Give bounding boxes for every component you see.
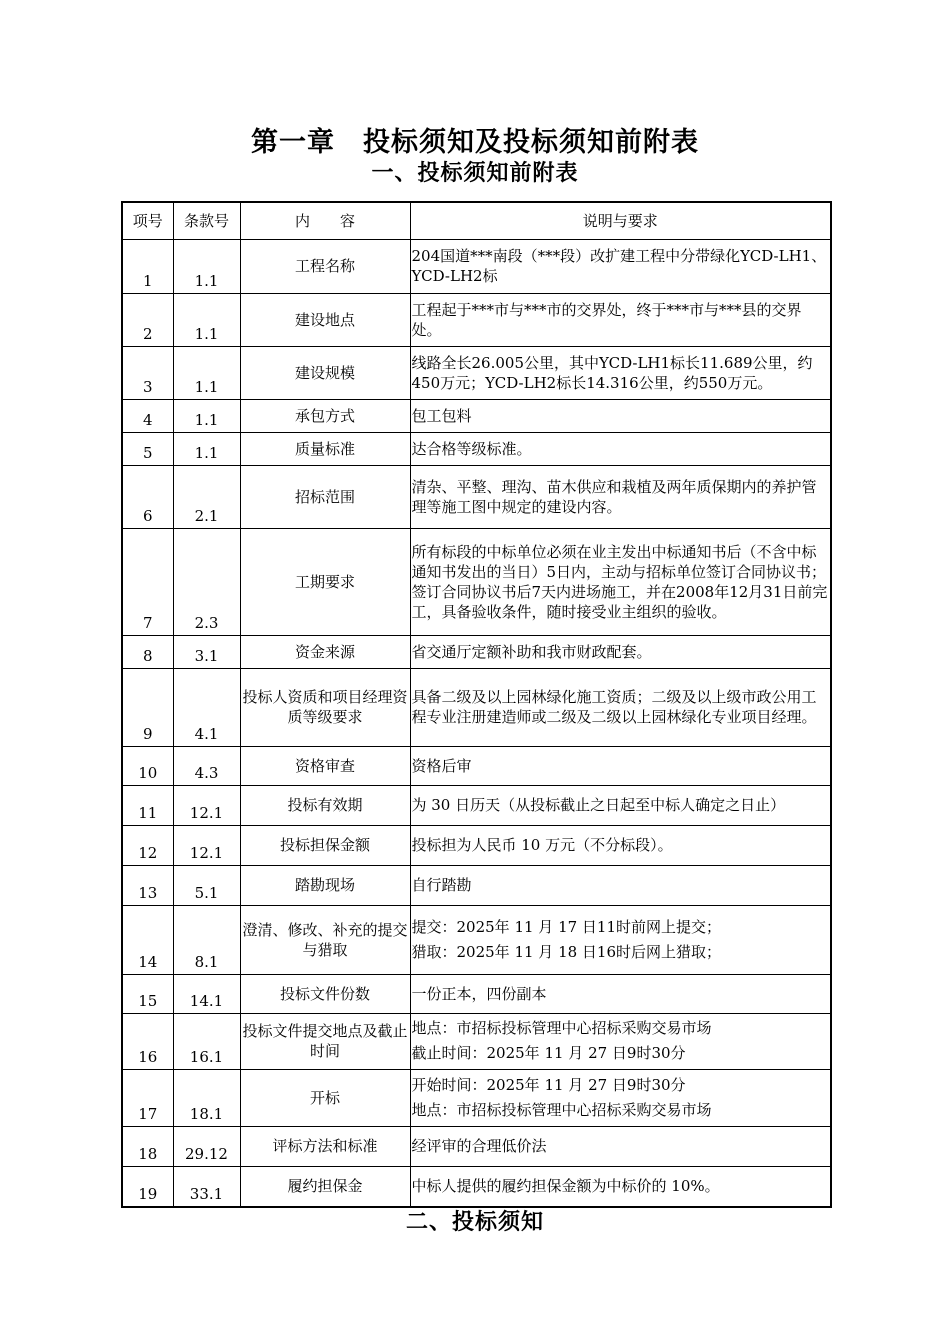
description-line: 一份正本，四份副本 bbox=[411, 984, 547, 1003]
row-description bbox=[410, 346, 831, 399]
table-row bbox=[122, 1166, 831, 1207]
row-item-no: 1 bbox=[122, 239, 173, 293]
row-item-no: 19 bbox=[122, 1166, 173, 1207]
description-line: 提交：2025年 11 月 17 日11时前网上提交； bbox=[411, 917, 722, 936]
row-item-no: 10 bbox=[122, 746, 173, 785]
chapter-title: 第一章 投标须知及投标须知前附表 bbox=[251, 127, 699, 158]
row-content: 踏勘现场 bbox=[240, 865, 410, 905]
row-description bbox=[410, 432, 831, 465]
description-line: 中标人提供的履约担保金额为中标价的 10%。 bbox=[411, 1177, 720, 1196]
table-row bbox=[122, 785, 831, 825]
description-line: 猎取：2025年 11 月 18 日16时后网上猎取； bbox=[411, 942, 722, 961]
row-clause-no: 4.1 bbox=[173, 668, 240, 746]
row-description bbox=[410, 1166, 831, 1207]
description-line: 所有标段的中标单位必须在业主发出中标通知书后（不含中标通知书发出的当日）5日内，主动与招标单位签订合同协议书；签订合同协议书后7天内进场施工，并在2008年12月31日前完工，具备验收条件，随时接受业主组织的验收。 bbox=[411, 542, 828, 621]
table-row bbox=[122, 239, 831, 293]
bid-preface-table bbox=[121, 201, 832, 1208]
table-row bbox=[122, 528, 831, 635]
row-item-no: 9 bbox=[122, 668, 173, 746]
row-clause-no: 2.1 bbox=[173, 465, 240, 528]
table-row bbox=[122, 825, 831, 865]
row-item-no: 17 bbox=[122, 1069, 173, 1126]
description-line: 地点：市招标投标管理中心招标采购交易市场 bbox=[411, 1100, 712, 1119]
row-description bbox=[410, 399, 831, 432]
table-row bbox=[122, 668, 831, 746]
row-item-no: 8 bbox=[122, 635, 173, 668]
header-clause-no: 条款号 bbox=[173, 202, 240, 239]
row-clause-no: 33.1 bbox=[173, 1166, 240, 1207]
description-line: 具备二级及以上园林绿化施工资质；二级及以上级市政公用工程专业注册建造师或二级及二级以上园林绿化专业项目经理。 bbox=[411, 688, 817, 726]
table-row bbox=[122, 1013, 831, 1069]
row-description bbox=[410, 746, 831, 785]
row-description bbox=[410, 1069, 831, 1126]
row-item-no: 14 bbox=[122, 905, 173, 974]
row-content: 投标文件提交地点及截止时间 bbox=[240, 1013, 410, 1069]
table-row bbox=[122, 865, 831, 905]
row-item-no: 15 bbox=[122, 974, 173, 1013]
row-description bbox=[410, 865, 831, 905]
row-description bbox=[410, 905, 831, 974]
row-item-no: 18 bbox=[122, 1126, 173, 1166]
row-content: 投标人资质和项目经理资质等级要求 bbox=[240, 668, 410, 746]
description-line: 清杂、平整、理沟、苗木供应和栽植及两年质保期内的养护管理等施工图中规定的建设内容。 bbox=[411, 477, 817, 516]
row-item-no: 4 bbox=[122, 399, 173, 432]
description-line: 开始时间：2025年 11 月 27 日9时30分 bbox=[411, 1075, 686, 1094]
table-row bbox=[122, 746, 831, 785]
row-item-no: 16 bbox=[122, 1013, 173, 1069]
table-header-row bbox=[122, 202, 831, 239]
header-item-no: 项号 bbox=[122, 202, 173, 239]
row-content: 工程名称 bbox=[240, 239, 410, 293]
description-line: 达合格等级标准。 bbox=[411, 439, 532, 458]
row-content: 招标范围 bbox=[240, 465, 410, 528]
row-content: 评标方法和标准 bbox=[240, 1126, 410, 1166]
row-clause-no: 1.1 bbox=[173, 399, 240, 432]
row-content: 建设地点 bbox=[240, 293, 410, 346]
section-title-instructions: 二、投标须知 bbox=[405, 1210, 544, 1235]
row-clause-no: 3.1 bbox=[173, 635, 240, 668]
row-description bbox=[410, 974, 831, 1013]
row-description bbox=[410, 239, 831, 293]
row-clause-no: 1.1 bbox=[173, 239, 240, 293]
description-line: 包工包料 bbox=[411, 406, 472, 425]
row-description bbox=[410, 825, 831, 865]
description-line: 为 30 日历天（从投标截止之日起至中标人确定之日止） bbox=[411, 796, 786, 814]
table-row bbox=[122, 432, 831, 465]
row-content: 开标 bbox=[240, 1069, 410, 1126]
row-content: 投标文件份数 bbox=[240, 974, 410, 1013]
row-description bbox=[410, 668, 831, 746]
table-row bbox=[122, 1126, 831, 1166]
table-row bbox=[122, 635, 831, 668]
row-clause-no: 18.1 bbox=[173, 1069, 240, 1126]
row-item-no: 7 bbox=[122, 528, 173, 635]
row-content: 履约担保金 bbox=[240, 1166, 410, 1207]
row-content: 投标有效期 bbox=[240, 785, 410, 825]
row-description bbox=[410, 1013, 831, 1069]
description-line: 投标担为人民币 10 万元（不分标段）。 bbox=[411, 836, 673, 854]
description-line: 省交通厅定额补助和我市财政配套。 bbox=[411, 642, 652, 661]
row-clause-no: 12.1 bbox=[173, 785, 240, 825]
row-content: 工期要求 bbox=[240, 528, 410, 635]
row-clause-no: 1.1 bbox=[173, 432, 240, 465]
table-row bbox=[122, 905, 831, 974]
row-description bbox=[410, 293, 831, 346]
row-clause-no: 1.1 bbox=[173, 293, 240, 346]
description-line: 资格后审 bbox=[411, 756, 472, 775]
row-clause-no: 12.1 bbox=[173, 825, 240, 865]
row-content: 澄清、修改、补充的提交与猎取 bbox=[240, 905, 410, 974]
description-line: 地点：市招标投标管理中心招标采购交易市场 bbox=[411, 1019, 712, 1037]
row-clause-no: 8.1 bbox=[173, 905, 240, 974]
row-content: 建设规模 bbox=[240, 346, 410, 399]
row-item-no: 6 bbox=[122, 465, 173, 528]
row-content: 资金来源 bbox=[240, 635, 410, 668]
row-item-no: 3 bbox=[122, 346, 173, 399]
row-clause-no: 2.3 bbox=[173, 528, 240, 635]
row-content: 资格审查 bbox=[240, 746, 410, 785]
description-line: 自行踏勘 bbox=[411, 876, 472, 894]
row-clause-no: 14.1 bbox=[173, 974, 240, 1013]
row-clause-no: 1.1 bbox=[173, 346, 240, 399]
description-line: 截止时间：2025年 11 月 27 日9时30分 bbox=[411, 1044, 686, 1062]
row-description bbox=[410, 635, 831, 668]
table-row bbox=[122, 1069, 831, 1126]
row-description bbox=[410, 1126, 831, 1166]
row-item-no: 2 bbox=[122, 293, 173, 346]
row-content: 质量标准 bbox=[240, 432, 410, 465]
table-row bbox=[122, 465, 831, 528]
row-item-no: 5 bbox=[122, 432, 173, 465]
row-item-no: 13 bbox=[122, 865, 173, 905]
table-row bbox=[122, 399, 831, 432]
row-item-no: 11 bbox=[122, 785, 173, 825]
row-content: 投标担保金额 bbox=[240, 825, 410, 865]
row-description bbox=[410, 465, 831, 528]
table-row bbox=[122, 346, 831, 399]
row-clause-no: 16.1 bbox=[173, 1013, 240, 1069]
row-clause-no: 4.3 bbox=[173, 746, 240, 785]
row-clause-no: 29.12 bbox=[173, 1126, 240, 1166]
description-line: 经评审的合理低价法 bbox=[411, 1137, 547, 1155]
description-line: 工程起于***市与***市的交界处，终于***市与***县的交界处。 bbox=[411, 300, 802, 339]
row-description bbox=[410, 528, 831, 635]
row-description bbox=[410, 785, 831, 825]
description-line: 204国道***南段（***段）改扩建工程中分带绿化YCD-LH1、YCD-LH2标 bbox=[411, 247, 827, 285]
row-item-no: 12 bbox=[122, 825, 173, 865]
section-title-preface-table: 一、投标须知前附表 bbox=[371, 161, 579, 186]
description-line: 线路全长26.005公里，其中YCD-LH1标长11.689公里，约450万元；YCD-LH2标长14.316公里，约550万元。 bbox=[411, 353, 813, 392]
table-row bbox=[122, 293, 831, 346]
header-description: 说明与要求 bbox=[410, 202, 831, 239]
table-row bbox=[122, 974, 831, 1013]
header-content: 内 容 bbox=[240, 202, 410, 239]
row-clause-no: 5.1 bbox=[173, 865, 240, 905]
row-content: 承包方式 bbox=[240, 399, 410, 432]
